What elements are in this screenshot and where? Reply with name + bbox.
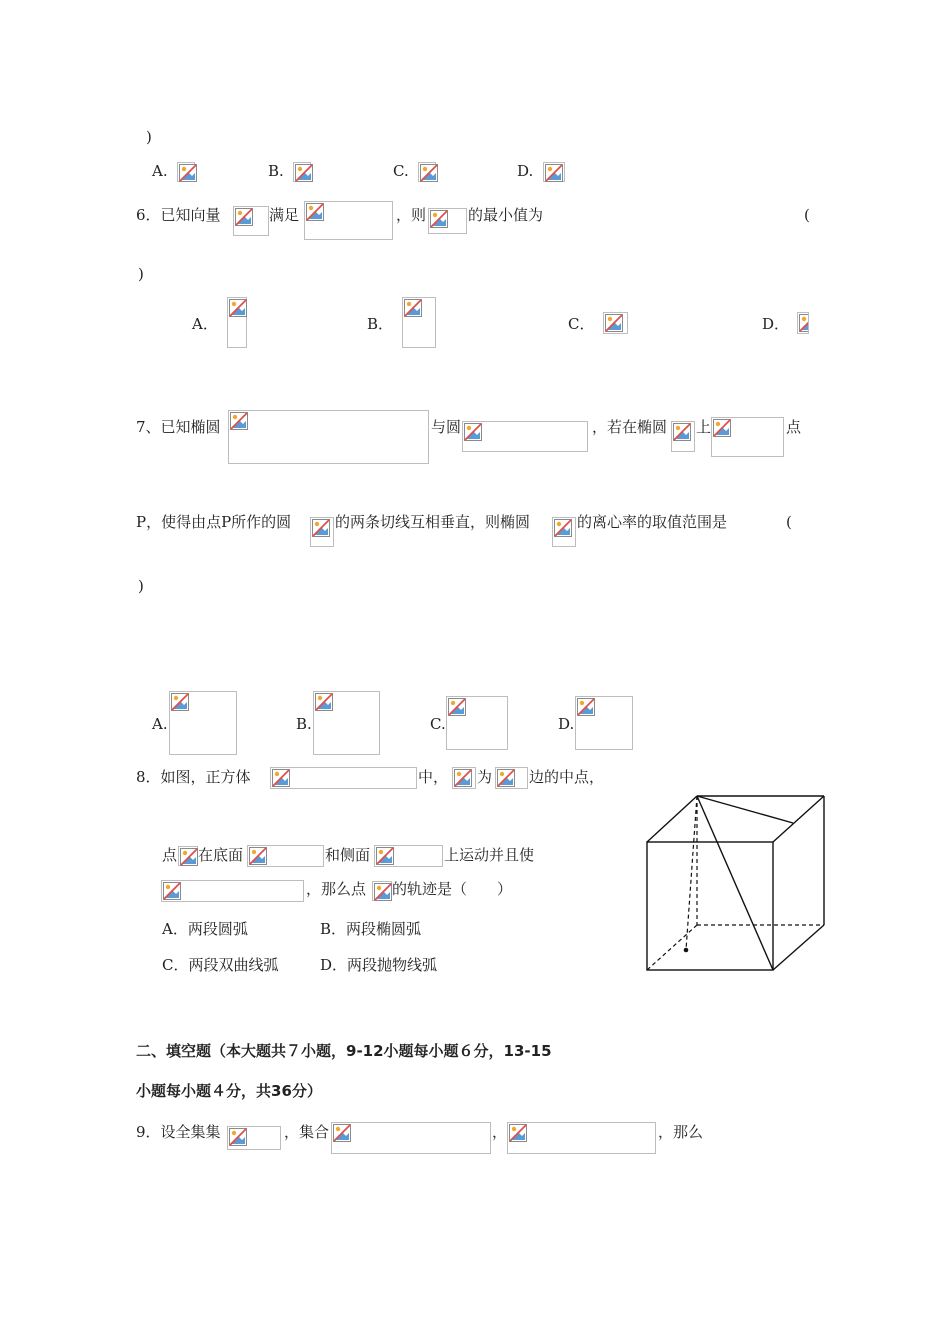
q8-line2: 在底面 <box>198 846 244 864</box>
q7-text: ，若在椭圆 <box>592 418 668 436</box>
q7-option-b: B. <box>296 715 312 733</box>
q9-text: ，那么 <box>658 1123 704 1141</box>
formula-image-icon <box>178 846 198 866</box>
formula-image-icon <box>495 767 528 789</box>
q6-close-paren: ) <box>138 265 144 283</box>
q8-text: 为 <box>477 768 493 786</box>
q8-prefix: 8．如图，正方体 <box>136 768 251 786</box>
q8-option-a: A．两段圆弧 <box>162 920 248 938</box>
formula-image-icon <box>227 1126 281 1150</box>
section-heading: 二、填空题（本大题共７小题，9-12小题每小题６分，13-15 <box>136 1042 552 1060</box>
formula-image-icon <box>304 201 393 240</box>
formula-image-icon <box>418 162 436 182</box>
q5-option-c: C. <box>393 162 409 180</box>
formula-image-icon <box>543 162 565 182</box>
q9-text: ，集合 <box>284 1123 330 1141</box>
q6-option-c: C． <box>568 315 595 333</box>
formula-image-icon <box>402 297 436 348</box>
cube-figure <box>640 790 830 975</box>
formula-image-icon <box>552 517 576 547</box>
q5-option-b: B. <box>268 162 284 180</box>
formula-image-icon <box>452 767 476 789</box>
q6-option-a: A． <box>192 315 218 333</box>
q8-line2: 点 <box>162 846 178 864</box>
formula-image-icon <box>575 696 633 750</box>
q7-open-paren: ( <box>786 513 792 531</box>
formula-image-icon <box>161 880 304 902</box>
formula-image-icon <box>228 410 429 464</box>
formula-image-icon <box>293 162 311 182</box>
q7-option-c: C. <box>430 715 446 733</box>
formula-image-icon <box>227 297 247 348</box>
q7-text: 点 <box>786 418 802 436</box>
q8-option-d: D．两段抛物线弧 <box>320 956 438 974</box>
q5-option-a: A. <box>152 162 168 180</box>
formula-image-icon <box>603 312 628 334</box>
q6-option-b: B． <box>367 315 394 333</box>
q5-close-paren: ) <box>146 128 152 146</box>
formula-image-icon <box>446 696 508 750</box>
formula-image-icon <box>374 845 443 867</box>
q7-close-paren: ) <box>138 577 144 595</box>
q8-line3: ，那么点 <box>306 880 367 898</box>
q6-text: 的最小值为 <box>468 206 544 224</box>
q8-text: 中， <box>418 768 449 786</box>
formula-image-icon <box>507 1122 656 1154</box>
q6-text: 满足 <box>269 206 300 224</box>
formula-image-icon <box>169 691 237 755</box>
formula-image-icon <box>233 206 269 236</box>
q7-line2: P，使得由点P所作的圆 <box>136 513 292 531</box>
q7-text: 上 <box>696 418 712 436</box>
formula-image-icon <box>671 421 695 452</box>
q8-line2: 和侧面 <box>325 846 371 864</box>
q8-line2: 上运动并且使 <box>444 846 535 864</box>
q8-option-c: C．两段双曲线弧 <box>162 956 279 974</box>
formula-image-icon <box>797 312 809 334</box>
section-heading: 小题每小题４分，共36分） <box>136 1082 322 1100</box>
formula-image-icon <box>310 517 334 547</box>
q8-text: 边的中点， <box>529 768 605 786</box>
q9-prefix: 9．设全集集 <box>136 1123 221 1141</box>
q6-open-paren: ( <box>804 206 810 224</box>
q8-option-b: B．两段椭圆弧 <box>320 920 422 938</box>
formula-image-icon <box>372 881 392 901</box>
q9-text: ， <box>492 1123 508 1141</box>
q7-line2: 的两条切线互相垂直，则椭圆 <box>335 513 531 531</box>
formula-image-icon <box>331 1122 491 1154</box>
q7-option-a: A. <box>152 715 168 733</box>
formula-image-icon <box>247 845 324 867</box>
formula-image-icon <box>313 691 380 755</box>
q8-line3: 的轨迹是（ ） <box>392 880 513 898</box>
q7-option-d: D. <box>558 715 575 733</box>
formula-image-icon <box>177 162 195 182</box>
formula-image-icon <box>428 208 467 234</box>
q5-option-d: D. <box>517 162 534 180</box>
q6-option-d: D． <box>762 315 790 333</box>
q7-line2: 的离心率的取值范围是 <box>577 513 728 531</box>
formula-image-icon <box>711 417 784 457</box>
q6-prefix: 6．已知向量 <box>136 206 221 224</box>
q6-text: ，则 <box>396 206 427 224</box>
formula-image-icon <box>270 767 417 789</box>
q7-text: 与圆 <box>431 418 462 436</box>
formula-image-icon <box>462 421 588 452</box>
q7-prefix: 7、已知椭圆 <box>136 418 221 436</box>
